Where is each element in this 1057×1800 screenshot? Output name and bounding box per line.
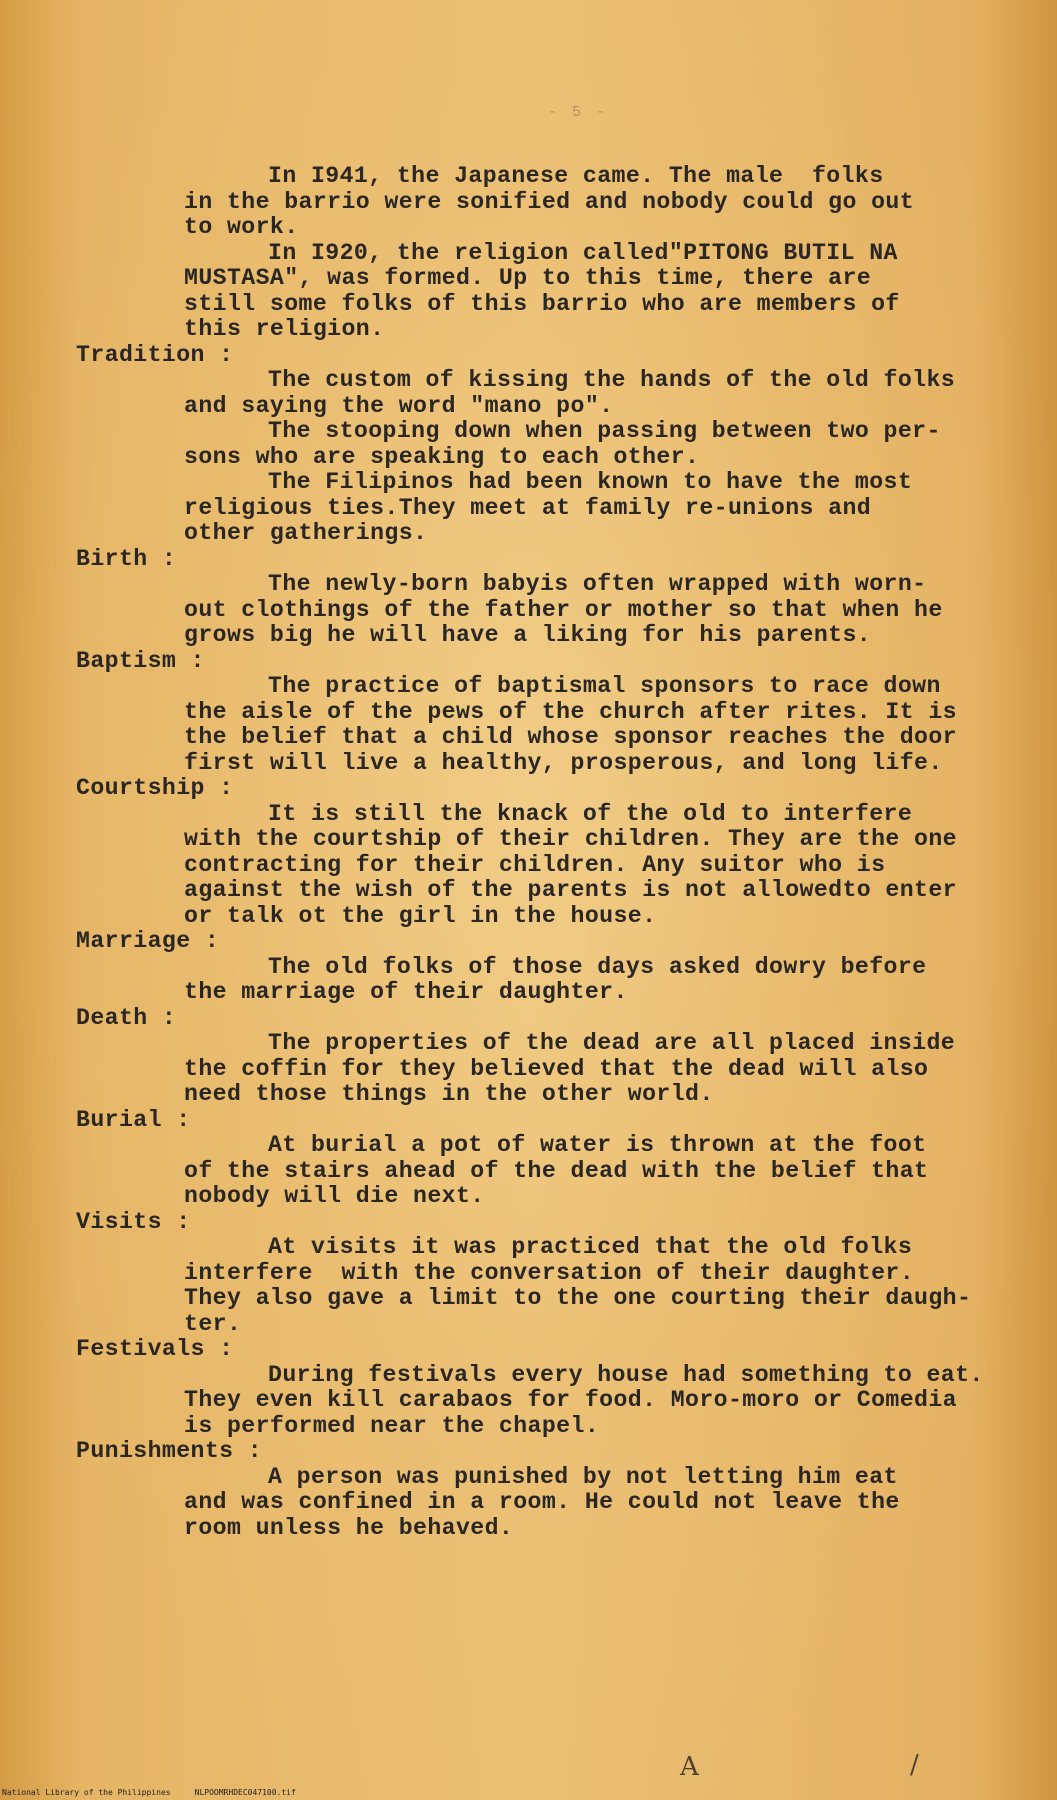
section-heading: Marriage : (76, 928, 220, 954)
text-line: They also gave a limit to the one courting their daugh- (184, 1285, 972, 1311)
section-heading: Courtship : (76, 775, 234, 801)
text-line: still some folks of this barrio who are members of (184, 290, 900, 317)
text-line: The properties of the dead are all placed inside (268, 1030, 956, 1056)
text-line: grows big he will have a liking for his parents. (184, 622, 872, 648)
text-line: The Filipinos had been known to have the most (268, 469, 913, 495)
section-heading: Birth : (76, 545, 177, 572)
text-line: The old folks of those days asked dowry before (268, 953, 927, 980)
text-line: in the barrio were sonified and nobody could go out (184, 188, 915, 215)
section-heading: Punishments : (76, 1438, 263, 1464)
text-line: and saying the word "mano po". (184, 392, 614, 419)
text-line: first will live a healthy, prosperous, and long life. (184, 749, 943, 776)
text-line: religious ties.They meet at family re-unions and (184, 494, 872, 521)
text-line: The custom of kissing the hands of the old folks (268, 367, 956, 393)
section-heading: Baptism : (76, 647, 205, 674)
text-line: contracting for their children. Any suitor who is (184, 851, 929, 878)
text-line: In I941, the Japanese came. The male folks (268, 163, 884, 189)
footer-caption: National Library of the Philippines NLPOOMRHDEC047100.tif (2, 1788, 296, 1797)
text-line: In I920, the religion called"PITONG BUTIL NA (268, 239, 898, 266)
text-line: the aisle of the pews of the church after rites. It is (184, 698, 957, 725)
section-heading: Festivals : (76, 1336, 234, 1362)
text-line: this religion. (184, 316, 385, 342)
text-line: The newly-born babyis often wrapped with worn- (268, 571, 927, 597)
text-line: They even kill carabaos for food. Moro-moro or Comedia (184, 1387, 957, 1413)
text-line: interfere with the conversation of their daughter. (184, 1259, 915, 1286)
text-line: or talk ot the girl in the house. (184, 902, 657, 929)
text-line: other gatherings. (184, 520, 428, 546)
handwritten-mark-left: A (680, 1752, 699, 1782)
text-line: the belief that a child whose sponsor reaches the door (184, 724, 957, 750)
text-line: the marriage of their daughter. (184, 979, 628, 1005)
text-line: At visits it was practiced that the old folks (268, 1234, 913, 1260)
text-line: During festivals every house had something to eat. (268, 1361, 984, 1388)
text-line: and was confined in a room. He could not leave the (184, 1489, 900, 1515)
text-line: sons who are speaking to each other. (184, 443, 700, 470)
text-line: At burial a pot of water is thrown at the foot (268, 1132, 927, 1158)
section-heading: Tradition : (76, 341, 234, 368)
text-line: nobody will die next. (184, 1183, 485, 1209)
section-heading: Visits : (76, 1208, 191, 1235)
text-line: It is still the knack of the old to interfere (268, 800, 913, 827)
handwritten-mark-right: / (910, 1750, 919, 1780)
text-line: the coffin for they believed that the dead will also (184, 1055, 929, 1082)
section-heading: Death : (76, 1004, 177, 1031)
text-line: against the wish of the parents is not allowedto enter (184, 877, 957, 903)
text-line: The practice of baptismal sponsors to race down (268, 673, 941, 699)
section-heading: Burial : (76, 1106, 191, 1133)
text-line: MUSTASA", was formed. Up to this time, there are (184, 265, 872, 291)
text-line: A person was punished by not letting him eat (268, 1463, 898, 1490)
text-line: ter. (184, 1310, 242, 1337)
text-line: with the courtship of their children. They are the one (184, 826, 957, 852)
text-line: out clothings of the father or mother so that when he (184, 596, 943, 623)
text-line: to work. (184, 214, 299, 240)
text-line: need those things in the other world. (184, 1081, 714, 1107)
text-line: The stooping down when passing between two per- (268, 418, 941, 444)
document-text (68, 164, 1028, 1541)
text-line: of the stairs ahead of the dead with the belief that (184, 1157, 929, 1184)
page-number: - 5 - (548, 104, 609, 121)
text-line: is performed near the chapel. (184, 1412, 600, 1439)
text-line: room unless he behaved. (184, 1514, 514, 1541)
